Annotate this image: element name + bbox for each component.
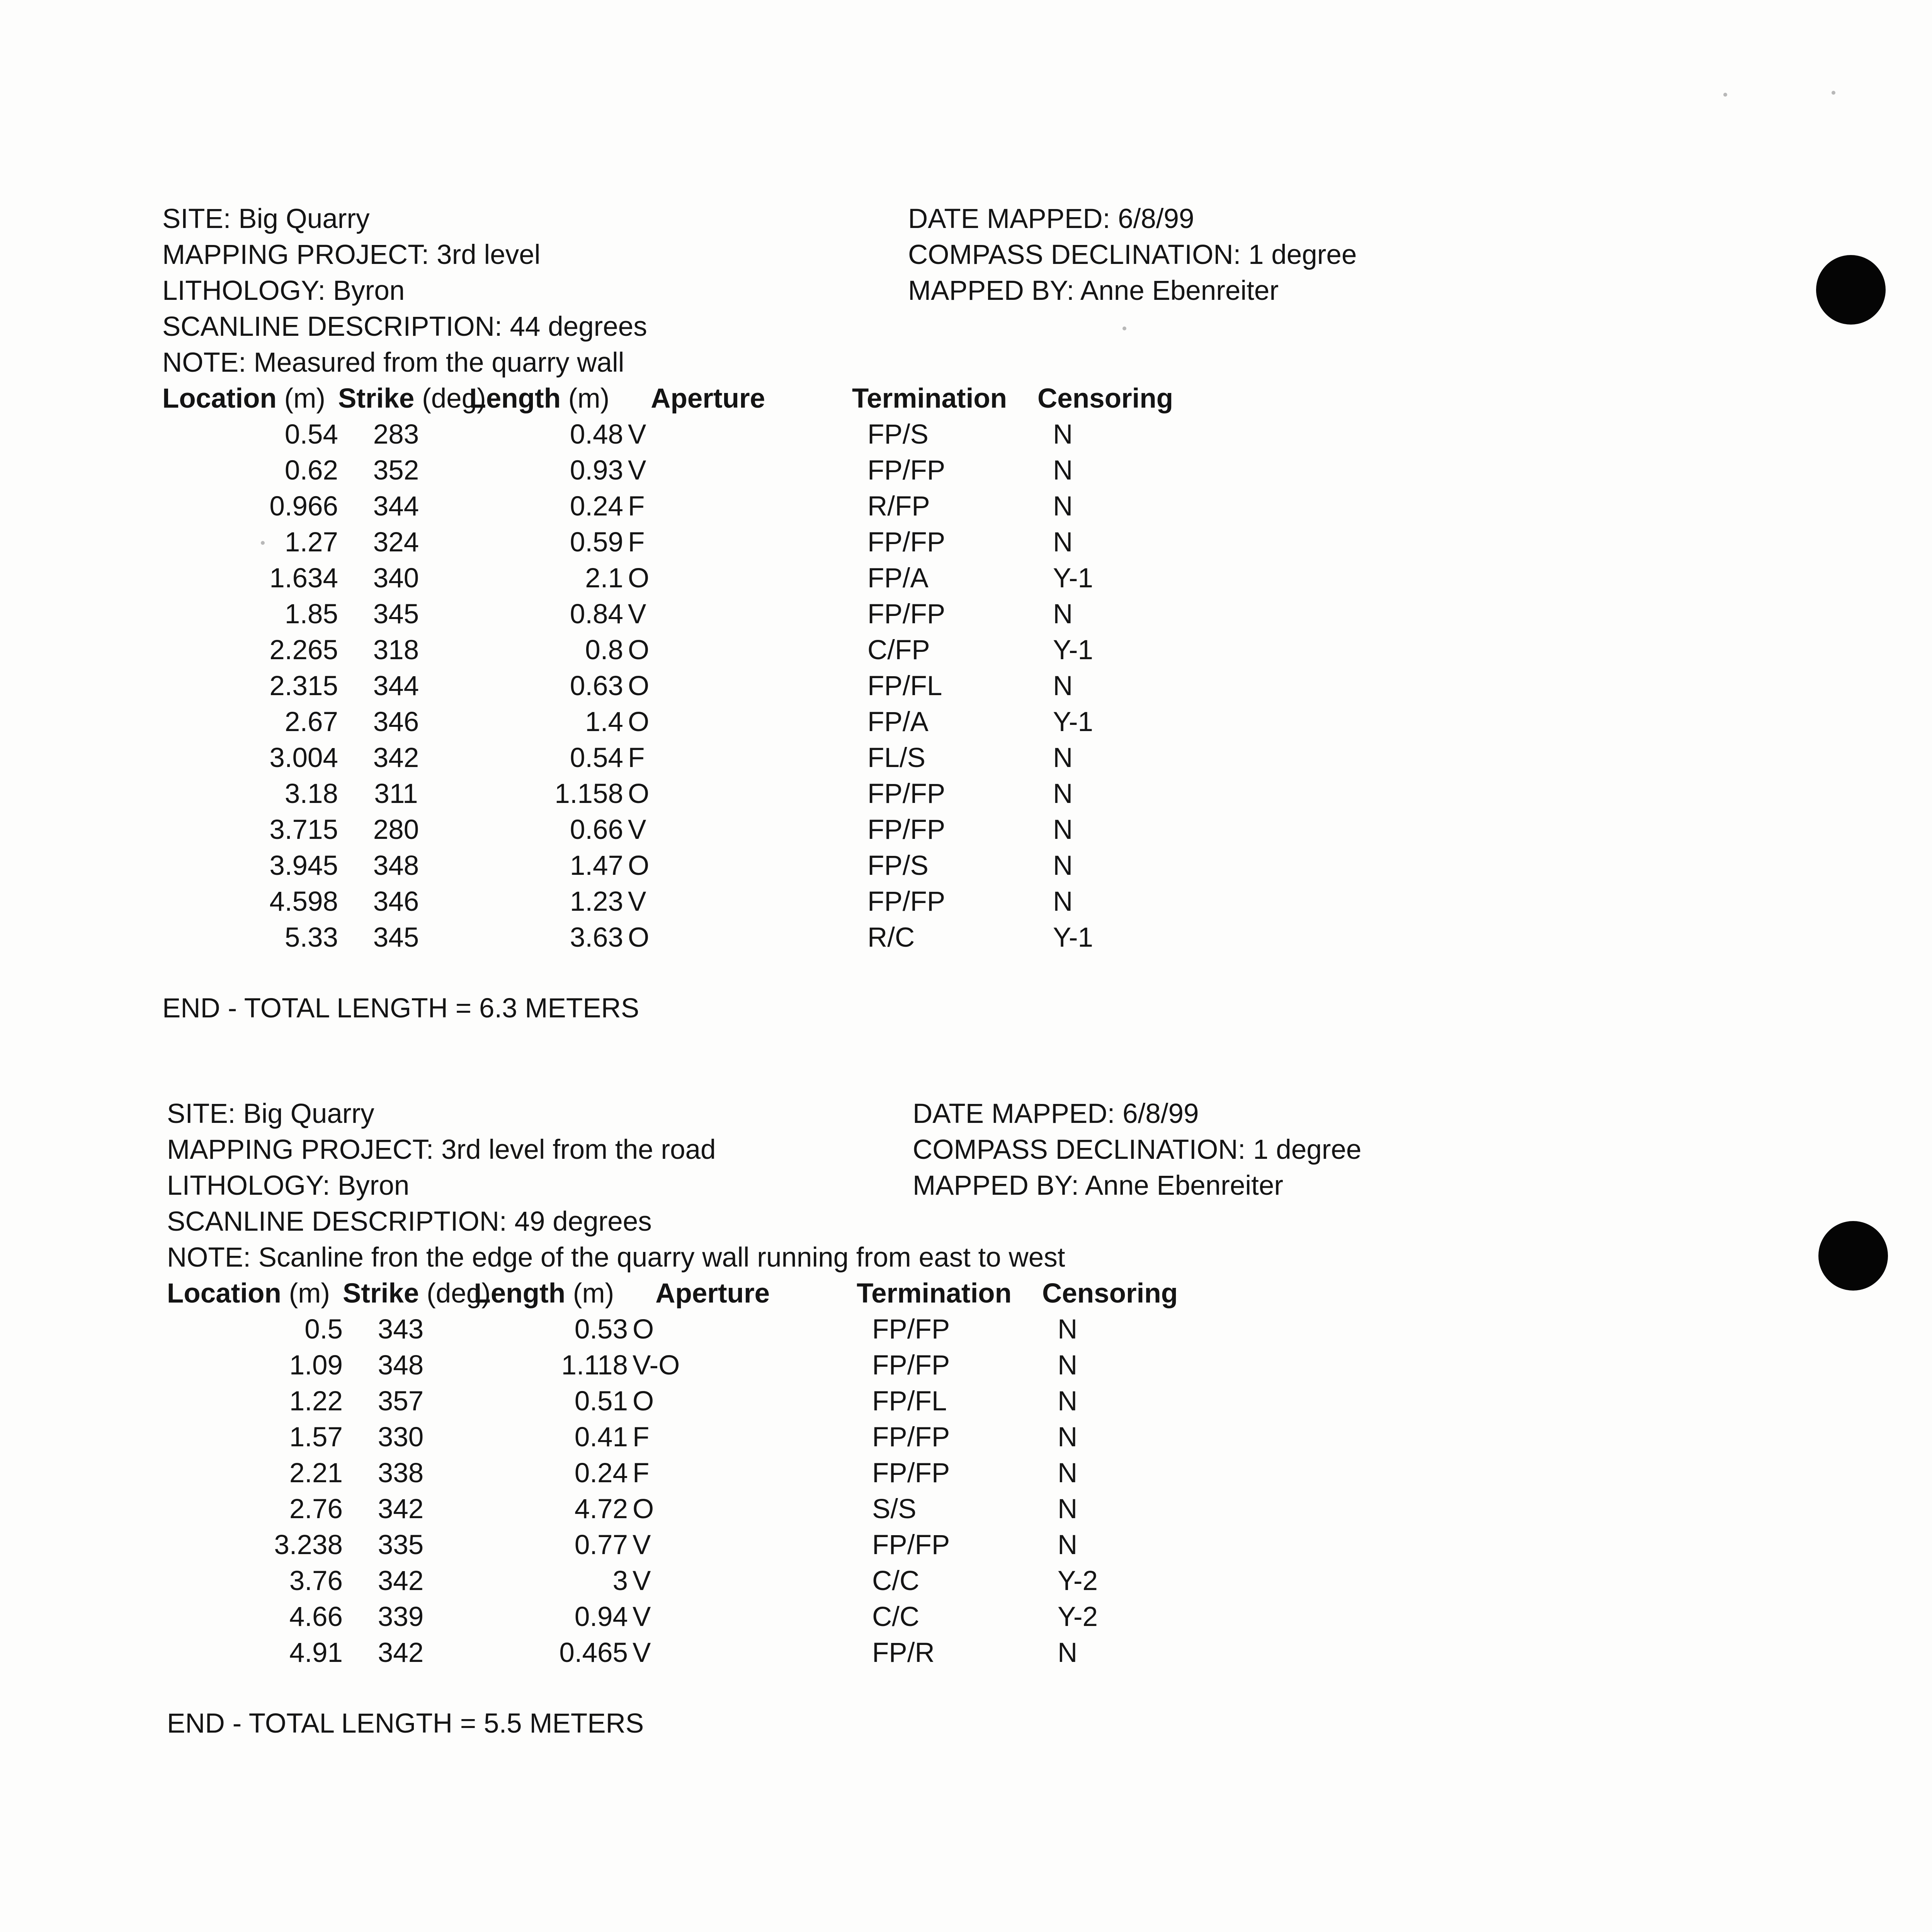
location-cell: 3.945 xyxy=(269,850,338,881)
mapped-by-line: MAPPED BY: Anne Ebenreiter xyxy=(908,276,1279,306)
censoring-cell: N xyxy=(1053,491,1073,522)
location-cell: 3.004 xyxy=(269,743,338,773)
aperture-cell: V xyxy=(628,455,646,486)
length-cell: 2.1 xyxy=(585,563,623,594)
length-cell: 0.24 xyxy=(570,491,623,522)
strike-cell: 324 xyxy=(373,527,419,558)
strike-cell: 340 xyxy=(373,563,419,594)
compass-declination-line: COMPASS DECLINATION: 1 degree xyxy=(913,1134,1362,1165)
length-cell: 3.63 xyxy=(570,922,623,953)
strike-cell: 318 xyxy=(373,635,419,665)
compass-declination-line: COMPASS DECLINATION: 1 degree xyxy=(908,240,1357,270)
column-header-termination: Termination xyxy=(857,1278,1012,1309)
termination-cell: FP/FP xyxy=(867,599,946,629)
location-cell: 1.22 xyxy=(289,1386,343,1417)
termination-cell: FP/FP xyxy=(867,527,946,558)
scanline-sheet-1 xyxy=(162,201,1476,1026)
aperture-cell: V xyxy=(628,419,646,450)
strike-cell: 330 xyxy=(378,1422,424,1452)
aperture-cell: O xyxy=(628,779,650,809)
strike-cell: 342 xyxy=(378,1494,424,1524)
aperture-cell: V xyxy=(633,1566,651,1596)
termination-cell: FL/S xyxy=(867,743,925,773)
termination-cell: FP/FP xyxy=(872,1530,950,1560)
site-line: SITE: Big Quarry xyxy=(167,1099,374,1129)
date-mapped-line: DATE MAPPED: 6/8/99 xyxy=(908,204,1194,234)
location-cell: 0.966 xyxy=(269,491,338,522)
scan-speck xyxy=(261,541,265,545)
aperture-cell: F xyxy=(628,491,645,522)
location-cell: 3.76 xyxy=(289,1566,343,1596)
length-cell: 0.465 xyxy=(559,1638,628,1668)
end-note: END - TOTAL LENGTH = 5.5 METERS xyxy=(167,1708,644,1739)
location-cell: 1.57 xyxy=(289,1422,343,1452)
censoring-cell: Y-1 xyxy=(1053,563,1093,594)
location-cell: 3.238 xyxy=(274,1530,343,1560)
column-header-length: Length (m) xyxy=(469,383,610,414)
censoring-cell: N xyxy=(1053,886,1073,917)
length-cell: 0.8 xyxy=(585,635,623,665)
location-cell: 2.67 xyxy=(284,707,338,737)
scan-speck xyxy=(1832,91,1835,95)
location-cell: 3.715 xyxy=(269,815,338,845)
censoring-cell: N xyxy=(1058,1386,1078,1417)
aperture-cell: O xyxy=(628,850,650,881)
length-cell: 1.158 xyxy=(554,779,623,809)
table-1-body xyxy=(162,417,1476,956)
location-cell: 4.91 xyxy=(289,1638,343,1668)
length-cell: 0.53 xyxy=(574,1314,628,1345)
length-cell: 0.54 xyxy=(570,743,623,773)
censoring-cell: N xyxy=(1053,671,1073,701)
termination-cell: FP/FL xyxy=(867,671,942,701)
column-header-aperture: Aperture xyxy=(651,383,765,414)
censoring-cell: N xyxy=(1058,1314,1078,1345)
location-cell: 3.18 xyxy=(284,779,338,809)
aperture-cell: O xyxy=(633,1314,654,1345)
censoring-cell: N xyxy=(1053,527,1073,558)
aperture-cell: V xyxy=(633,1530,651,1560)
censoring-cell: N xyxy=(1058,1494,1078,1524)
sheet-1-meta-right xyxy=(908,201,1449,309)
censoring-cell: Y-2 xyxy=(1058,1566,1098,1596)
scan-speck xyxy=(1122,327,1126,330)
location-cell: 2.265 xyxy=(269,635,338,665)
censoring-cell: N xyxy=(1053,779,1073,809)
sheet-2-meta-right xyxy=(913,1096,1454,1204)
aperture-cell: F xyxy=(633,1422,650,1452)
strike-cell: 344 xyxy=(373,491,419,522)
censoring-cell: Y-2 xyxy=(1058,1602,1098,1632)
termination-cell: FP/FP xyxy=(872,1458,950,1488)
aperture-cell: O xyxy=(628,671,650,701)
termination-cell: FP/FP xyxy=(872,1350,950,1381)
table-2-body xyxy=(167,1311,1481,1671)
length-cell: 3 xyxy=(612,1566,628,1596)
length-cell: 0.84 xyxy=(570,599,623,629)
aperture-cell: V xyxy=(633,1638,651,1668)
termination-cell: FP/R xyxy=(872,1638,935,1668)
location-cell: 2.315 xyxy=(269,671,338,701)
length-cell: 1.47 xyxy=(570,850,623,881)
location-cell: 1.85 xyxy=(284,599,338,629)
termination-cell: FP/FP xyxy=(867,779,946,809)
location-cell: 2.76 xyxy=(289,1494,343,1524)
length-cell: 4.72 xyxy=(574,1494,628,1524)
length-cell: 1.4 xyxy=(585,707,623,737)
censoring-cell: N xyxy=(1058,1530,1078,1560)
censoring-cell: N xyxy=(1058,1638,1078,1668)
length-cell: 0.93 xyxy=(570,455,623,486)
strike-cell: 345 xyxy=(373,599,419,629)
aperture-cell: F xyxy=(628,527,645,558)
scanline-sheet-2 xyxy=(167,1096,1481,1742)
censoring-cell: N xyxy=(1058,1422,1078,1452)
punch-hole xyxy=(1816,255,1886,325)
strike-cell: 335 xyxy=(378,1530,424,1560)
length-cell: 0.24 xyxy=(574,1458,628,1488)
note-line: NOTE: Scanline fron the edge of the quarry wall running from east to west xyxy=(167,1242,1065,1273)
censoring-cell: N xyxy=(1053,850,1073,881)
length-cell: 1.118 xyxy=(561,1350,628,1381)
termination-cell: S/S xyxy=(872,1494,917,1524)
termination-cell: FP/FP xyxy=(872,1422,950,1452)
mapping-project-line: MAPPING PROJECT: 3rd level xyxy=(162,240,541,270)
punch-hole xyxy=(1818,1221,1888,1291)
column-header-location: Location (m) xyxy=(162,383,325,414)
scan-speck xyxy=(1723,93,1727,97)
location-cell: 0.5 xyxy=(304,1314,343,1345)
length-cell: 0.48 xyxy=(570,419,623,450)
length-cell: 0.77 xyxy=(574,1530,628,1560)
aperture-cell: V xyxy=(633,1602,651,1632)
strike-cell: 352 xyxy=(373,455,419,486)
strike-cell: 345 xyxy=(373,922,419,953)
strike-cell: 348 xyxy=(373,850,419,881)
termination-cell: C/FP xyxy=(867,635,930,665)
termination-cell: R/FP xyxy=(867,491,930,522)
length-cell: 0.59 xyxy=(570,527,623,558)
aperture-cell: O xyxy=(633,1494,654,1524)
termination-cell: FP/FL xyxy=(872,1386,947,1417)
aperture-cell: F xyxy=(633,1458,650,1488)
censoring-cell: N xyxy=(1053,599,1073,629)
column-header-termination: Termination xyxy=(852,383,1007,414)
location-cell: 1.27 xyxy=(284,527,338,558)
strike-cell: 346 xyxy=(373,707,419,737)
scanline-description-line: SCANLINE DESCRIPTION: 44 degrees xyxy=(162,311,647,342)
column-header-censoring: Censoring xyxy=(1042,1278,1178,1309)
strike-cell: 280 xyxy=(373,815,419,845)
strike-cell: 342 xyxy=(378,1566,424,1596)
location-cell: 0.54 xyxy=(284,419,338,450)
site-line: SITE: Big Quarry xyxy=(162,204,370,234)
strike-cell: 283 xyxy=(373,419,419,450)
location-cell: 4.598 xyxy=(269,886,338,917)
length-cell: 0.66 xyxy=(570,815,623,845)
length-cell: 1.23 xyxy=(570,886,623,917)
strike-cell: 342 xyxy=(373,743,419,773)
aperture-cell: O xyxy=(628,707,650,737)
lithology-line: LITHOLOGY: Byron xyxy=(167,1170,410,1201)
mapping-project-line: MAPPING PROJECT: 3rd level from the road xyxy=(167,1134,716,1165)
sheet-2-header xyxy=(167,1096,1481,1276)
scanline-table-1 xyxy=(162,381,1476,417)
strike-cell: 342 xyxy=(378,1638,424,1668)
censoring-cell: Y-1 xyxy=(1053,707,1093,737)
aperture-cell: O xyxy=(628,635,650,665)
location-cell: 4.66 xyxy=(289,1602,343,1632)
aperture-cell: V-O xyxy=(633,1350,680,1381)
column-header-location: Location (m) xyxy=(167,1278,330,1309)
aperture-cell: V xyxy=(628,599,646,629)
scanline-table-2 xyxy=(167,1276,1481,1311)
column-header-length: Length (m) xyxy=(474,1278,614,1309)
mapped-by-line: MAPPED BY: Anne Ebenreiter xyxy=(913,1170,1284,1201)
strike-cell: 338 xyxy=(378,1458,424,1488)
scanline-description-line: SCANLINE DESCRIPTION: 49 degrees xyxy=(167,1206,652,1237)
aperture-cell: O xyxy=(633,1386,654,1417)
strike-cell: 344 xyxy=(373,671,419,701)
censoring-cell: N xyxy=(1053,419,1073,450)
termination-cell: FP/S xyxy=(867,850,929,881)
termination-cell: FP/FP xyxy=(867,815,946,845)
location-cell: 0.62 xyxy=(284,455,338,486)
column-header-censoring: Censoring xyxy=(1037,383,1173,414)
aperture-cell: V xyxy=(628,886,646,917)
lithology-line: LITHOLOGY: Byron xyxy=(162,276,405,306)
strike-cell: 343 xyxy=(378,1314,424,1345)
termination-cell: FP/FP xyxy=(867,455,946,486)
location-cell: 1.09 xyxy=(289,1350,343,1381)
censoring-cell: N xyxy=(1053,743,1073,773)
censoring-cell: N xyxy=(1058,1350,1078,1381)
date-mapped-line: DATE MAPPED: 6/8/99 xyxy=(913,1099,1199,1129)
termination-cell: FP/A xyxy=(867,563,929,594)
sheet-1-meta-left xyxy=(162,201,896,381)
censoring-cell: N xyxy=(1053,455,1073,486)
location-cell: 2.21 xyxy=(289,1458,343,1488)
censoring-cell: N xyxy=(1053,815,1073,845)
length-cell: 0.51 xyxy=(574,1386,628,1417)
length-cell: 0.94 xyxy=(574,1602,628,1632)
location-cell: 5.33 xyxy=(284,922,338,953)
termination-cell: C/C xyxy=(872,1602,920,1632)
aperture-cell: F xyxy=(628,743,645,773)
censoring-cell: N xyxy=(1058,1458,1078,1488)
strike-cell: 357 xyxy=(378,1386,424,1417)
sheet-1-header xyxy=(162,201,1476,381)
end-note: END - TOTAL LENGTH = 6.3 METERS xyxy=(162,993,639,1024)
termination-cell: C/C xyxy=(872,1566,920,1596)
location-cell: 1.634 xyxy=(269,563,338,594)
column-header-strike: Strike (deg) xyxy=(338,383,486,414)
aperture-cell: O xyxy=(628,922,650,953)
aperture-cell: O xyxy=(628,563,650,594)
termination-cell: FP/FP xyxy=(867,886,946,917)
censoring-cell: Y-1 xyxy=(1053,922,1093,953)
termination-cell: FP/S xyxy=(867,419,929,450)
strike-cell: 311 xyxy=(374,779,418,809)
length-cell: 0.63 xyxy=(570,671,623,701)
strike-cell: 346 xyxy=(373,886,419,917)
length-cell: 0.41 xyxy=(574,1422,628,1452)
censoring-cell: Y-1 xyxy=(1053,635,1093,665)
column-header-aperture: Aperture xyxy=(655,1278,770,1309)
note-line: NOTE: Measured from the quarry wall xyxy=(162,347,624,378)
termination-cell: FP/A xyxy=(867,707,929,737)
column-header-strike: Strike (deg) xyxy=(343,1278,491,1309)
termination-cell: R/C xyxy=(867,922,915,953)
aperture-cell: V xyxy=(628,815,646,845)
termination-cell: FP/FP xyxy=(872,1314,950,1345)
strike-cell: 348 xyxy=(378,1350,424,1381)
strike-cell: 339 xyxy=(378,1602,424,1632)
